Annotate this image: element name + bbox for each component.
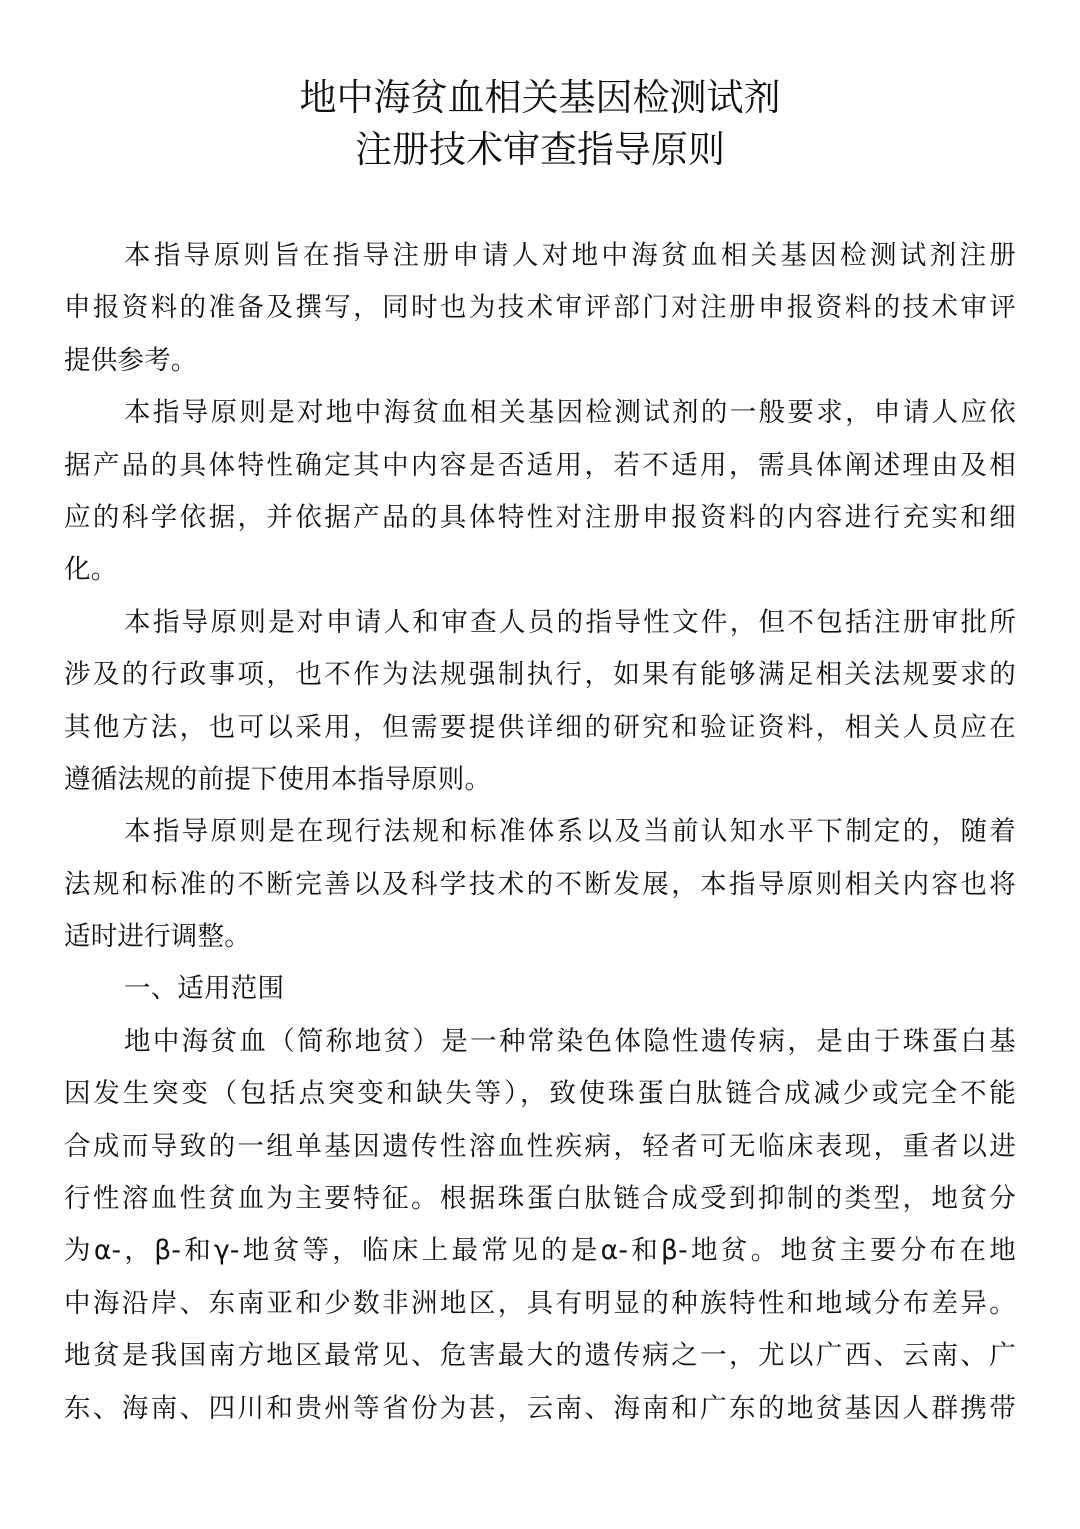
section-heading: 一、适用范围: [124, 973, 285, 1005]
text-line: 合成而导致的一组单基因遗传性溶血性疾病，轻者可无临床表现，重者以进: [64, 1130, 1016, 1162]
document-title-line-2: 注册技术审查指导原则: [355, 128, 725, 171]
document-title-line-1: 地中海贫血相关基因检测试剂: [299, 76, 781, 119]
text-line: 适时进行调整。: [64, 921, 251, 953]
text-line: 遵循法规的前提下使用本指导原则。: [64, 763, 492, 795]
text-line: 本指导原则旨在指导注册申请人对地中海贫血相关基因检测试剂注册: [124, 240, 1016, 271]
text-line: 提供参考。: [64, 344, 198, 376]
text-line: 东、海南、四川和贵州等省份为甚，云南、海南和广东的地贫基因人群携带: [64, 1392, 1016, 1424]
text-line: 因发生突变（包括点突变和缺失等），致使珠蛋白肽链合成减少或完全不能: [64, 1078, 1016, 1110]
text-line: 地中海贫血（简称地贫）是一种常染色体隐性遗传病，是由于珠蛋白基: [124, 1025, 1016, 1057]
text-line: 应的科学依据，并依据产品的具体特性对注册申报资料的内容进行充实和细: [64, 501, 1016, 533]
text-line: 本指导原则是对申请人和审查人员的指导性文件，但不包括注册审批所: [124, 606, 1016, 638]
text-line: 申报资料的准备及撰写，同时也为技术审评部门对注册申报资料的技术审评: [64, 292, 1016, 324]
text-line: 据产品的具体特性确定其中内容是否适用，若不适用，需具体阐述理由及相: [64, 449, 1016, 481]
text-line: 化。: [64, 554, 118, 586]
text-line: 法规和标准的不断完善以及科学技术的不断发展，本指导原则相关内容也将: [64, 868, 1016, 900]
text-line: 行性溶血性贫血为主要特征。根据珠蛋白肽链合成受到抑制的类型，地贫分: [64, 1183, 1016, 1215]
text-line: 涉及的行政事项，也不作为法规强制执行，如果有能够满足相关法规要求的: [64, 659, 1016, 691]
text-line: 为α-，β-和γ-地贫等，临床上最常见的是α-和β-地贫。地贫主要分布在地: [64, 1235, 1016, 1267]
document-body: [64, 230, 1016, 1435]
text-line: 其他方法，也可以采用，但需要提供详细的研究和验证资料，相关人员应在: [64, 711, 1016, 743]
text-line: 地贫是我国南方地区最常见、危害最大的遗传病之一，尤以广西、云南、广: [64, 1340, 1016, 1372]
text-line: 本指导原则是在现行法规和标准体系以及当前认知水平下制定的，随着: [124, 816, 1016, 848]
text-line: 本指导原则是对地中海贫血相关基因检测试剂的一般要求，申请人应依: [124, 397, 1016, 429]
text-line: 中海沿岸、东南亚和少数非洲地区，具有明显的种族特性和地域分布差异。: [64, 1287, 1016, 1319]
